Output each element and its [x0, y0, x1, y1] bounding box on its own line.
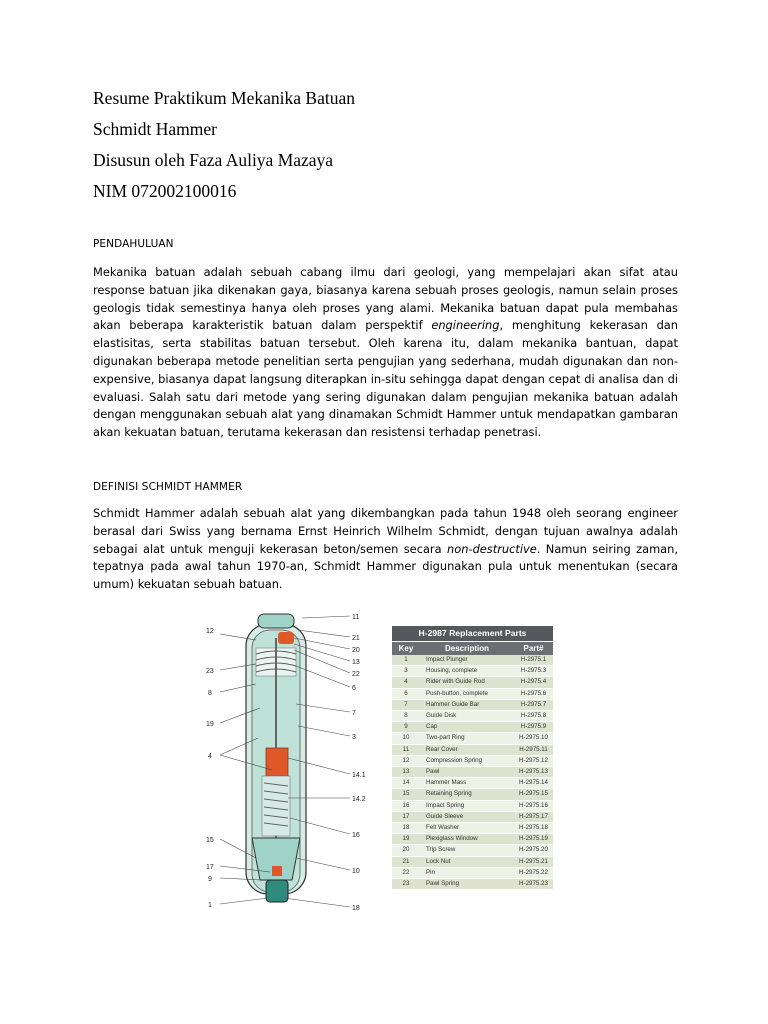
cell-part: H-2975.16: [514, 800, 553, 811]
table-row: [392, 677, 553, 688]
cell-key: 22: [392, 867, 420, 878]
cell-key: 4: [392, 677, 420, 688]
section-heading-pendahuluan: PENDAHULUAN: [93, 238, 174, 250]
cell-key: 3: [392, 666, 420, 677]
callout-label: 11: [352, 614, 360, 621]
cell-part: H-2975.17: [514, 811, 553, 822]
paragraph-line: geologis tidak semestinya hanya oleh proses yang alami. Mekanika batuan dapat pula membahas: [93, 300, 678, 315]
cell-description: Pawl: [420, 767, 514, 778]
cell-part: H-2975.18: [514, 823, 553, 834]
cell-key: 6: [392, 688, 420, 699]
cell-key: 8: [392, 711, 420, 722]
cell-description: Impact Spring: [420, 800, 514, 811]
table-row: [392, 811, 553, 822]
table-row: [392, 733, 553, 744]
cell-part: H-2975.12: [514, 755, 553, 766]
italic-term: non-destructive: [447, 541, 537, 556]
replacement-parts-table: [392, 626, 553, 890]
cell-key: 15: [392, 789, 420, 800]
table-row: [392, 722, 553, 733]
cell-part: H-2975.21: [514, 856, 553, 867]
cell-part: H-2975.9: [514, 722, 553, 733]
column-header-description: Description: [420, 642, 514, 656]
cell-description: Pin: [420, 867, 514, 878]
table-row: [392, 699, 553, 710]
cell-part: H-2975.4: [514, 677, 553, 688]
cell-part: H-2975.13: [514, 767, 553, 778]
table-row: [392, 744, 553, 755]
paragraph-line: elastisitas, serta stabilitas batuan tersebut. Oleh karena itu, dalam mekanika bantuan, dapat: [93, 336, 678, 351]
cell-description: Hammer Mass: [420, 778, 514, 789]
table-row: [392, 800, 553, 811]
cell-description: Guide Sleeve: [420, 811, 514, 822]
cell-key: 10: [392, 733, 420, 744]
cell-part: H-2975.7: [514, 699, 553, 710]
document-title: Resume Praktikum Mekanika Batuan: [93, 88, 355, 108]
callout-label: 21: [352, 635, 360, 642]
cell-description: Impact Plunger: [420, 655, 514, 666]
callout-label: 10: [352, 868, 360, 875]
callout-label: 16: [352, 832, 360, 839]
cell-description: Plexiglass Window: [420, 834, 514, 845]
cell-key: 7: [392, 699, 420, 710]
cell-key: 9: [392, 722, 420, 733]
callout-label: 13: [352, 659, 360, 666]
paragraph-pendahuluan: [93, 264, 678, 442]
table-title: H-2987 Replacement Parts: [392, 626, 553, 642]
callout-label: 12: [206, 628, 214, 635]
cell-key: 14: [392, 778, 420, 789]
table-row: [392, 879, 553, 890]
table-row: [392, 845, 553, 856]
student-id-line: NIM 072002100016: [93, 181, 237, 201]
callout-label: 8: [208, 690, 212, 697]
cell-description: Housing, complete: [420, 666, 514, 677]
callout-label: 15: [206, 837, 214, 844]
paragraph-line: evaluasi. Salah satu dari metode yang sering digunakan dalam pengujian mekanika batuan adalah: [93, 389, 678, 404]
cell-part: H-2975.8: [514, 711, 553, 722]
text-run: sebagai alat untuk menguji kekerasan beton/semen secara: [93, 541, 448, 556]
callout-label: 20: [352, 647, 360, 654]
table-row: [392, 856, 553, 867]
cell-description: Trip Screw: [420, 845, 514, 856]
callout-label: 9: [208, 876, 212, 883]
table-row: [392, 834, 553, 845]
paragraph-line: tepatnya pada awal tahun 1970-an, Schmidt Hammer digunakan pula untuk menentukan (secara: [93, 559, 678, 574]
paragraph-line: berasal dari Swiss yang bernama Ernst Heinrich Wilhelm Schmidt, dengan tujuan awalnya adalah: [93, 523, 678, 538]
cell-description: Guide Disk: [420, 711, 514, 722]
cell-key: 1: [392, 655, 420, 666]
table-row: [392, 778, 553, 789]
paragraph-definisi: [93, 505, 678, 594]
paragraph-line: dengan menggunakan sebuah alat yang dinamakan Schmidt Hammer untuk mendapatkan gambaran: [93, 407, 678, 422]
table-row: [392, 755, 553, 766]
cell-key: 16: [392, 800, 420, 811]
cell-description: Retaining Spring: [420, 789, 514, 800]
callout-label: 14.2: [352, 796, 366, 803]
cell-part: H-2975.14: [514, 778, 553, 789]
callout-label: 4: [208, 753, 212, 760]
cell-description: Push-button, complete: [420, 688, 514, 699]
table-row: [392, 655, 553, 666]
cell-description: Rear Cover: [420, 744, 514, 755]
table-row: [392, 789, 553, 800]
cell-key: 13: [392, 767, 420, 778]
cell-description: Two-part Ring: [420, 733, 514, 744]
cell-description: Rider with Guide Rod: [420, 677, 514, 688]
cell-part: H-2975.19: [514, 834, 553, 845]
table-row: [392, 767, 553, 778]
paragraph-line: [93, 541, 678, 559]
cell-part: H-2975.23: [514, 879, 553, 890]
text-run: . Namun seiring zaman,: [536, 541, 678, 556]
cell-description: Pawl Spring: [420, 879, 514, 890]
cell-part: H-2975.1: [514, 655, 553, 666]
table-row: [392, 666, 553, 677]
table-row: [392, 823, 553, 834]
schmidt-hammer-diagram: [200, 608, 375, 913]
paragraph-line: [93, 317, 678, 335]
cell-key: 21: [392, 856, 420, 867]
cell-key: 11: [392, 744, 420, 755]
callout-label: 22: [352, 671, 360, 678]
callout-label: 23: [206, 668, 214, 675]
cell-part: H-2975.3: [514, 666, 553, 677]
cell-part: H-2975.22: [514, 867, 553, 878]
callout-label: 17: [206, 864, 214, 871]
author-line: Disusun oleh Faza Auliya Mazaya: [93, 150, 334, 170]
paragraph-line: digunakan beberapa metode penelitian serta pengujian yang sederhana, mudah digunakan dan non-: [93, 353, 678, 368]
callout-label: 3: [352, 734, 356, 741]
cell-key: 17: [392, 811, 420, 822]
cell-description: Compression Spring: [420, 755, 514, 766]
cell-description: Lock Nut: [420, 856, 514, 867]
cell-key: 18: [392, 823, 420, 834]
italic-term: engineering: [431, 318, 500, 333]
callout-label: 6: [352, 685, 356, 692]
document-subtitle: Schmidt Hammer: [93, 119, 217, 139]
paragraph-line: response batuan jika dikenakan gaya, biasanya karena sebuah proses geologis, namun selain proses: [93, 282, 678, 297]
paragraph-line: expensive, biasanya dapat langsung diterapkan in-situ sehingga dapat dengan cepat di analisa dan di: [93, 371, 678, 386]
table-row: [392, 867, 553, 878]
cell-part: H-2975.10: [514, 733, 553, 744]
text-run: , menghitung kekerasan dan: [499, 318, 678, 333]
table-body: [392, 655, 553, 890]
cell-key: 23: [392, 879, 420, 890]
callout-label: 1: [208, 902, 212, 909]
table-row: [392, 711, 553, 722]
paragraph-line: umum) kekuatan sebuah batuan.: [93, 577, 283, 592]
paragraph-line: Mekanika batuan adalah sebuah cabang ilmu dari geologi, yang mempelajari akan sifat atau: [93, 265, 678, 279]
cell-description: Hammer Guide Bar: [420, 699, 514, 710]
callout-label: 19: [206, 721, 214, 728]
cell-description: Felt Washer: [420, 823, 514, 834]
hammer-body: [246, 614, 306, 902]
cell-description: Cap: [420, 722, 514, 733]
table-row: [392, 688, 553, 699]
paragraph-line: akan kekuatan batuan, terutama kekerasan dan resistensi terhadap penetrasi.: [93, 425, 542, 440]
cell-part: H-2975.11: [514, 744, 553, 755]
column-header-part: Part#: [514, 642, 553, 656]
cell-key: 12: [392, 755, 420, 766]
section-heading-definisi: DEFINISI SCHMIDT HAMMER: [93, 481, 243, 493]
cell-part: H-2975.15: [514, 789, 553, 800]
callout-label: 14.1: [352, 772, 366, 779]
cell-key: 20: [392, 845, 420, 856]
text-run: akan beberapa karakteristik batuan dalam perspektif: [93, 318, 432, 333]
cell-key: 19: [392, 834, 420, 845]
column-header-key: Key: [392, 642, 420, 656]
callout-label: 7: [352, 710, 356, 717]
paragraph-line: Schmidt Hammer adalah sebuah alat yang dikembangkan pada tahun 1948 oleh seorang engineer: [93, 506, 678, 520]
cell-part: H-2975.20: [514, 845, 553, 856]
cell-part: H-2975.6: [514, 688, 553, 699]
callout-label: 18: [352, 905, 360, 912]
